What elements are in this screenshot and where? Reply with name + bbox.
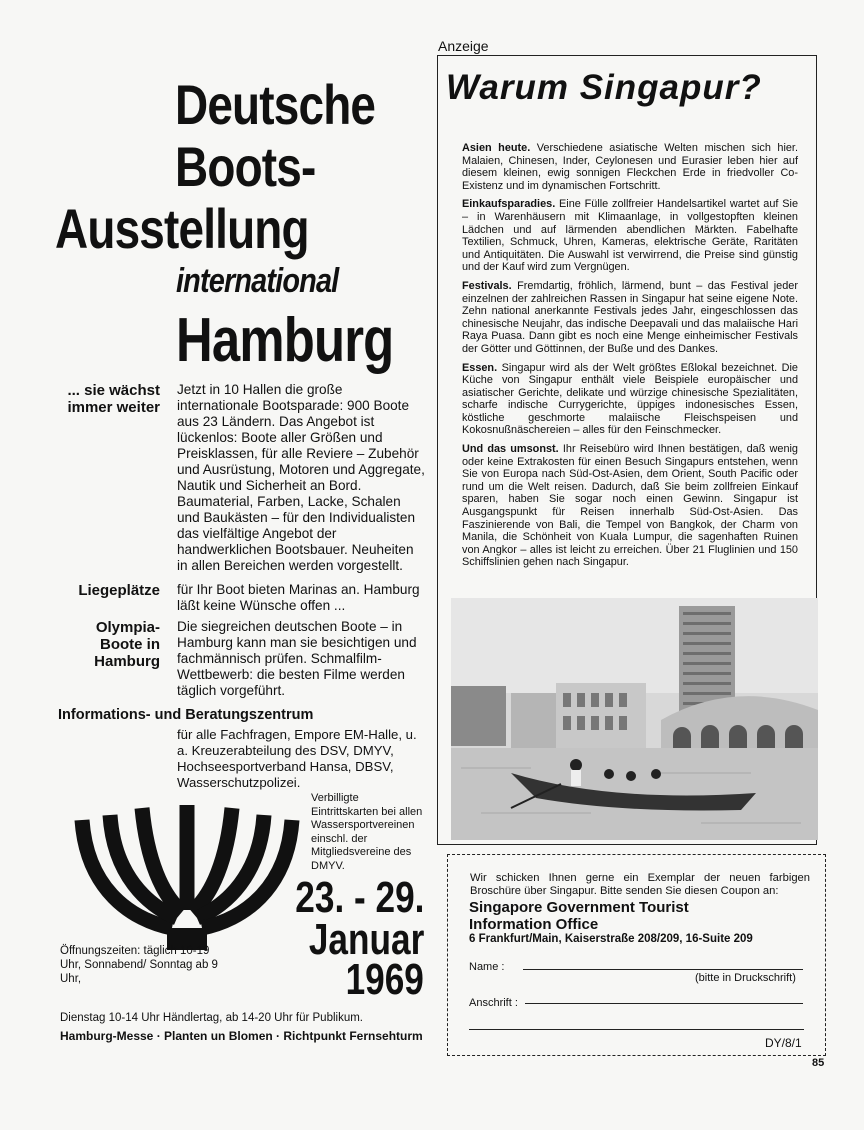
date-range: 23. - 29.: [294, 873, 424, 922]
title-line-2: Boots-: [175, 135, 316, 198]
opening-hours: Öffnungszeiten: täglich 10-19 Uhr, Sonnabend/ Sonntag ab 9 Uhr,: [60, 945, 218, 985]
date-month: Januar: [308, 915, 424, 964]
section-label-moorings: Liegeplätze: [78, 582, 160, 599]
coupon-address-field[interactable]: [525, 1003, 803, 1004]
section-text-growth: Jetzt in 10 Hallen die große internationale Bootsparade: 900 Boote aus 23 Ländern. Das Angebot ist lückenlos: Boote aller Größen und Preisklassen, für alle Reviere – Zubehör und Ausrüstung, Motoren und Aggregate, Nautik und Sicherheit an Bord. Baumaterial, Farben, Lacke, Schalen und Baukästen – für den Individualisten das vielfältige Angebot der handwerklichen Bootsbauer. Neuheiten in allen Bereichen werden vorgestellt.: [177, 382, 425, 573]
paragraph-food: Essen. Singapur wird als der Welt größtes Eßlokal bezeichnet. Die Küche von Singapur enthält viele Beispiele europäischer und asiatischer Gerichte, delikate und würzige chinesische Spezialitäten, scharfe indische Currygerichte, üppiges indonesisches Essen, köstliche geschmorte malaiische Fleischspeisen und Kokosnußnäschereien – alles für den Feinschmecker.: [462, 361, 798, 437]
title-line-3: Ausstellung: [55, 197, 309, 260]
coupon-name-label: Name :: [469, 961, 505, 973]
paragraph-festivals: Festivals. Fremdartig, fröhlich, lärmend, bunt – das Festival jeder einzelnen der zahlreichen Rassen in Singapur hat seine eigene Note. Zehn national anerkannte Festivals jedes Jahr, eingeschlossen das chinesische Neujahr, das indische Deepavali und das malaiische Hari Raya Puasa. Dann gibt es noch eine Menge einheimischer Festivals der Götter und Göttinnen, der Buße und des Dankes.: [462, 279, 798, 355]
coupon-address-field-2[interactable]: [469, 1029, 804, 1030]
info-heading: Informations- und Beratungszentrum: [58, 707, 314, 723]
coupon-address-label: Anschrift :: [469, 997, 518, 1009]
section-label-olympia: Olympia-Boote in Hamburg: [94, 619, 160, 670]
title-line-4: international: [176, 262, 339, 300]
singapore-harbour-photo: [451, 598, 818, 840]
section-text-olympia: Die siegreichen deutschen Boote – in Hamburg kann man sie besichtigen und fachmännisch prüfen. Schmalfilm-Wettbewerb: die besten Filme werden täglich vorgeführt.: [177, 619, 417, 698]
section-label-growth: ... sie wächst immer weiter: [67, 382, 160, 416]
boat-show-logo: [62, 800, 312, 950]
coupon-org-line1: Singapore Government Tourist: [469, 899, 689, 916]
paragraph-shopping: Einkaufsparadies. Eine Fülle zollfreier Handelsartikel wartet auf Sie – in Warenhäusern mit Klimaanlage, in vollgestopften kleinen Lädchen und auf lärmenden abendlichen Märkten. Fabelhafte Textilien, Schmuck, Uhren, Kameras, elektrische Geräte, Raritäten und Antiquitäten. Die Auswahl ist verwirrend, die Preise sind günstig und der Kauf wird zum Vergnügen.: [462, 198, 798, 274]
coupon-intro: Wir schicken Ihnen gerne ein Exemplar der neuen farbigen Broschüre über Singapur. Bitte senden Sie diesen Coupon an:: [470, 872, 810, 897]
coupon-name-field[interactable]: [523, 969, 803, 970]
date-year: 1969: [345, 955, 424, 1004]
section-text-moorings: für Ihr Boot bieten Marinas an. Hamburg läßt keine Wünsche offen ...: [177, 582, 420, 613]
ad-tag: Anzeige: [438, 38, 489, 54]
info-text: für alle Fachfragen, Empore EM-Halle, u. a. Kreuzerabteilung des DSV, DMYV, Hochseesportverband Hansa, DBSV, Wasserschutzpolizei.: [177, 727, 417, 790]
coupon-name-hint: (bitte in Druckschrift): [695, 972, 796, 984]
coupon-org-line2: Information Office: [469, 916, 599, 933]
coupon-address: 6 Frankfurt/Main, Kaiserstraße 208/209, 16-Suite 209: [469, 933, 753, 945]
ad-body-text: [462, 142, 798, 575]
coupon-code: DY/8/1: [765, 1036, 802, 1050]
opening-hours-tuesday: Dienstag 10-14 Uhr Händlertag, ab 14-20 Uhr für Publikum.: [60, 1012, 363, 1024]
venue-footer: Hamburg-Messe · Planten un Blomen · Richtpunkt Fernsehturm: [60, 1029, 423, 1043]
title-line-1: Deutsche: [175, 73, 376, 136]
ad-headline: Warum Singapur?: [446, 68, 762, 107]
discount-note: Verbilligte Eintrittskarten bei allen Wassersportvereinen einschl. der Mitgliedsvereine des DMYV.: [311, 792, 423, 872]
title-line-5: Hamburg: [176, 306, 394, 375]
page-number: 85: [812, 1057, 825, 1069]
paragraph-asia: Asien heute. Verschiedene asiatische Welten mischen sich hier. Malaien, Chinesen, Inder, Ceylonesen und Eurasier leben hier auf diesem kleinen, ewig sonnigen Fleckchen Erde in friedvoller Co-Existenz und im dynamischen Fortschritt.: [462, 142, 798, 192]
paragraph-free: Und das umsonst. Ihr Reisebüro wird Ihnen bestätigen, daß wenig oder keine Extrakosten für einen Besuch Singapurs entstehen, wenn Sie von Europa nach Süd-Ost-Asien, dem Orient, South Pacific oder rund um die Welt reisen. Dadurch, daß Sie beim zollfreien Einkauf sparen, haben Sie sogar noch einen Gewinn. Singapur ist Ausgangspunkt für Reisen innerhalb Süd-Ost-Asien. Das Faszinierende von Bali, die Tempel von Bangkok, der Charm von Manila, die Schönheit von Kuala Lumpur, die sagenhaften Ruinen von Angkor – alles ist leicht zu erreichen. Über 21 Fluglinien und 150 Schiffslinien gehen nach Singapur.: [462, 443, 798, 569]
